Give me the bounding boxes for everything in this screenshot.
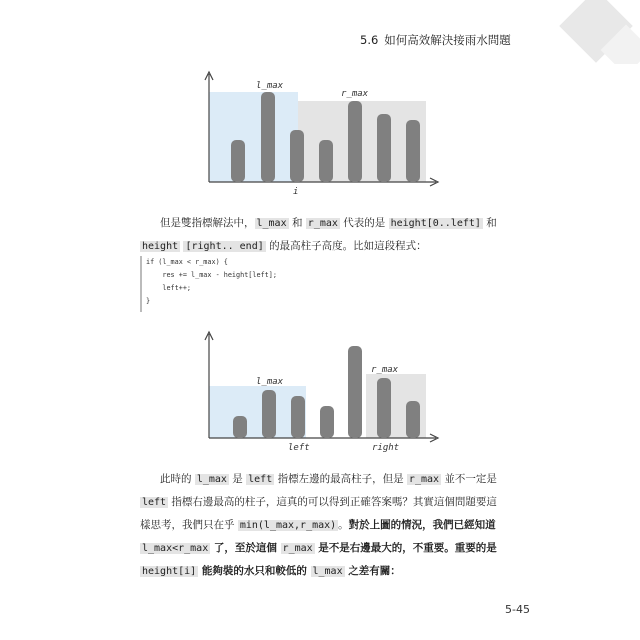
l-max-region <box>209 92 298 182</box>
bar <box>348 101 362 182</box>
bar <box>262 390 276 438</box>
bar <box>406 401 420 438</box>
right-label: right <box>372 443 400 453</box>
paragraph-1: 但是雙指標解法中， l_max 和 r_max 代表的是 height[0..left] 和 height [right.. end] 的最高柱子高度。比如這段程式： <box>142 217 497 252</box>
bar <box>231 140 245 182</box>
code-block <box>140 256 486 312</box>
i-label: i <box>293 187 299 197</box>
bar <box>348 346 362 438</box>
page-number: 5-45 <box>505 603 530 616</box>
bar <box>290 130 304 182</box>
left-label: left <box>288 443 310 453</box>
bar <box>377 114 391 182</box>
bar <box>233 416 247 438</box>
section-header <box>360 32 511 48</box>
bar <box>261 92 275 182</box>
bar <box>320 406 334 438</box>
section-number: 5.6 <box>360 33 379 47</box>
code-line: left++; <box>146 284 192 292</box>
bar <box>406 120 420 182</box>
r-max-label: r_max <box>371 365 399 375</box>
bar <box>319 140 333 182</box>
r-max-label: r_max <box>341 89 369 99</box>
bar <box>291 396 305 438</box>
section-title: 如何高效解決接雨水問題 <box>384 33 511 47</box>
corner-decoration <box>556 0 640 64</box>
code-line: } <box>146 297 151 305</box>
code-line: res += l_max - height[left]; <box>146 271 277 279</box>
paragraph-2: 此時的 l_max 是 left 指標左邊的最高柱子，但是 r_max 並不一定是 left 指標右邊最高的柱子，這真的可以得到正確答案嗎？其實這個問題要這樣思考，我們只在乎 min(l_max,r_max) 。對於上圖的情況，我們已經知道 l_max<r_max 了，至於這個 r_max 是不是右邊最大的，不重要。重要的是 height[i] 能夠裝的水只和較低的 l_max 之差有關： <box>140 473 497 577</box>
l-max-label: l_max <box>256 377 284 387</box>
bar <box>377 378 391 438</box>
figure-1-diagram <box>196 66 446 198</box>
l-max-label: l_max <box>256 81 284 91</box>
code-line: if (l_max < r_max) { <box>146 258 228 266</box>
figure-2-diagram <box>196 326 446 456</box>
